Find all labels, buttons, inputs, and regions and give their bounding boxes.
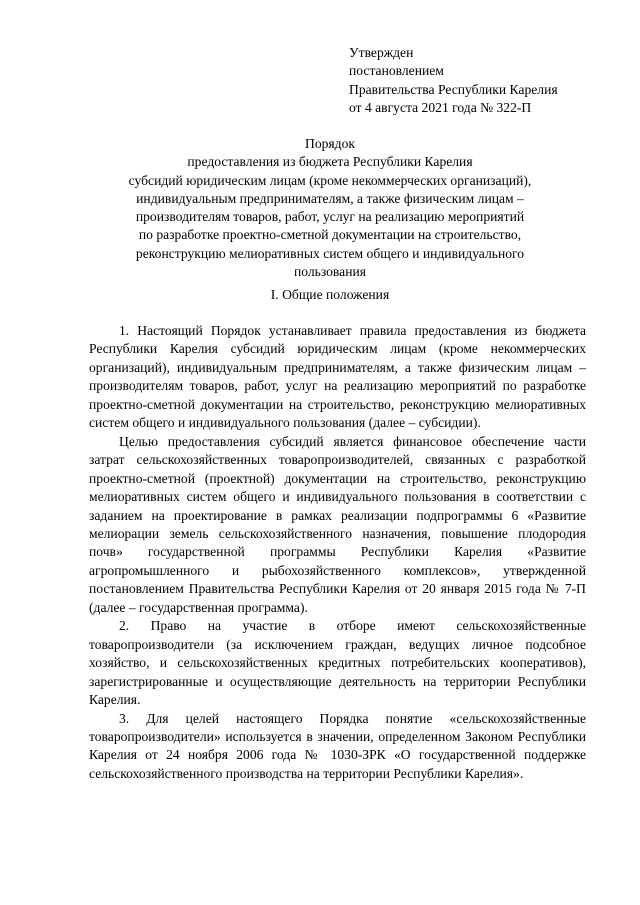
title-line: субсидий юридическим лицам (кроме некоммерческих организаций),	[128, 172, 532, 188]
title-line: по разработке проектно-сметной документации на строительство,	[138, 227, 522, 243]
title-line: реконструкцию мелиоративных систем общего и индивидуального	[135, 245, 525, 261]
paragraph: 3. Для целей настоящего Порядка понятие «сельскохозяйственные товаропроизводители» используется в значении, определенном Законом Республики Карелия от 24 ноября 2006 года № 1030-ЗРК «О государственной поддержке сельскохозяйственного производства на территории Республики Карелия».	[89, 710, 586, 781]
paragraph: 2. Право на участие в отборе имеют сельскохозяйственные товаропроизводители (за исключением граждан, ведущих личное подсобное хозяйство, и сельскохозяйственных кредитных потребительских кооперативов), зарегистрированные и осуществляющие деятельность на территории Республики Карелия.	[89, 618, 586, 708]
approval-line: Утвержден	[349, 45, 414, 60]
document-title	[70, 135, 590, 281]
title-line: пользования	[293, 264, 367, 280]
paragraph: Целью предоставления субсидий является финансовое обеспечение части затрат сельскохозяйственных товаропроизводителей, связанных с разработкой проектно-сметной (проектной) документации на строительство, реконструкцию мелиоративных систем общего и индивидуального пользования в соответствии с заданием на проектирование в рамках реализации подпрограммы 6 «Развитие мелиорации земель сельскохозяйственного назначения, повышение плодородия почв» государственной программы Республики Карелия «Развитие агропромышленного и рыбохозяйственного комплексов», утвержденной постановлением Правительства Республики Карелия от 20 января 2015 года № 7-П (далее – государственная программа).	[89, 433, 586, 615]
title-line: индивидуальным предпринимателям, а также физическим лицам –	[136, 190, 524, 206]
document-body	[89, 322, 586, 783]
section-heading: I. Общие положения	[270, 287, 390, 302]
title-line: производителям товаров, работ, услуг на реализацию мероприятий	[135, 209, 525, 225]
paragraph: 1. Настоящий Порядок устанавливает правила предоставления из бюджета Республики Карелия субсидий юридическим лицам (кроме некоммерческих организаций), индивидуальным предпринимателям, а также физическим лицам – производителям товаров, работ, услуг на реализацию мероприятий по разработке проектно-сметной документации на строительство, реконструкцию мелиоративных систем общего и индивидуального пользования (далее – субсидии).	[89, 323, 586, 431]
approval-line: постановлением	[349, 63, 444, 79]
approval-line: от 4 августа 2021 года № 322-П	[349, 99, 532, 115]
approval-line: Правительства Республики Карелия	[349, 81, 558, 97]
title-line: Порядок	[305, 136, 355, 151]
title-line: предоставления из бюджета Республики Карелия	[187, 154, 473, 170]
approval-stamp	[349, 44, 609, 117]
